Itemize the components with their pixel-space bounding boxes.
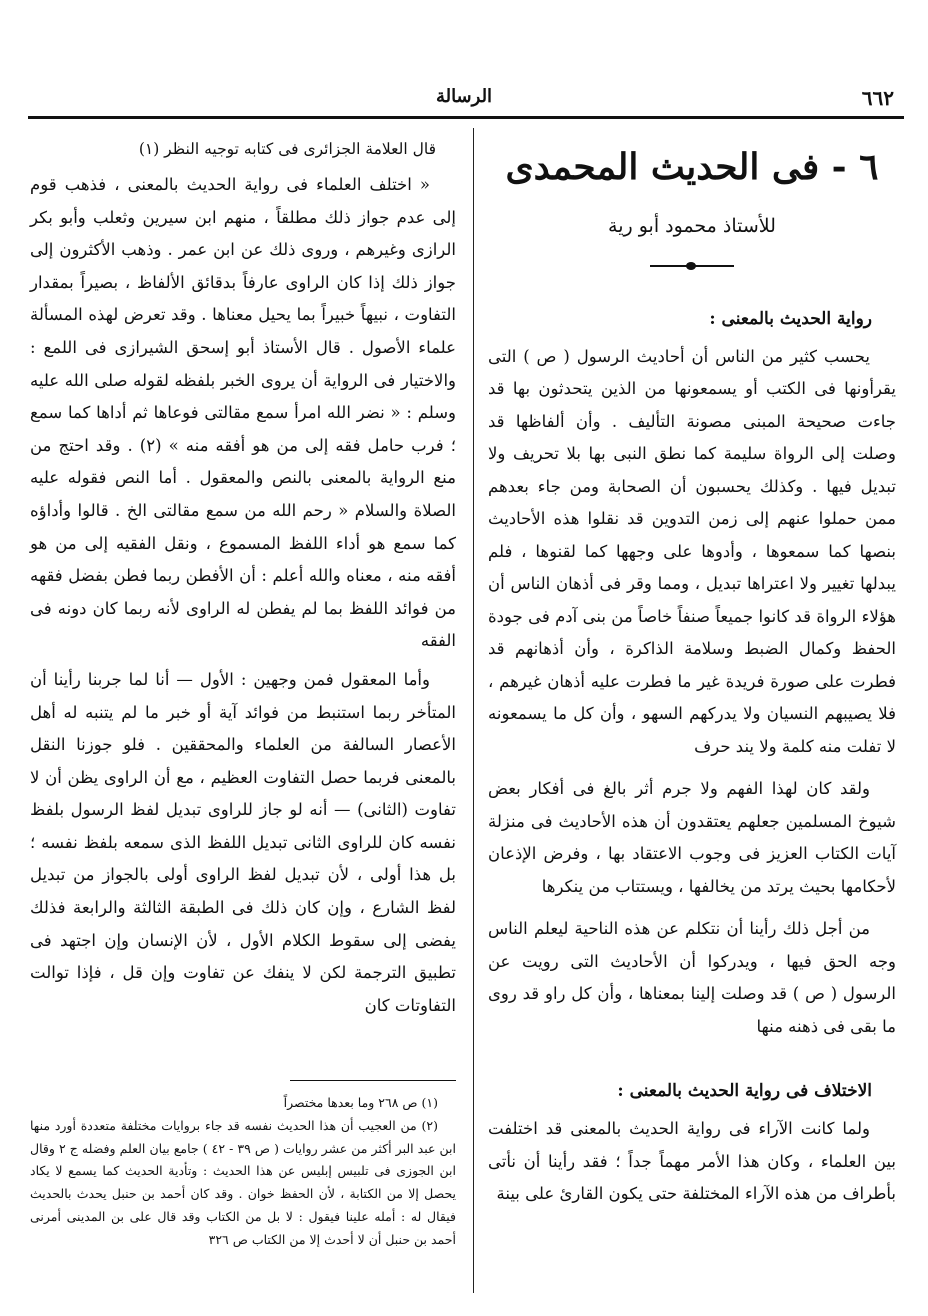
- footnote: (١) ص ٢٦٨ وما بعدها مختصراً: [283, 1095, 438, 1110]
- paragraph: يحسب كثير من الناس أن أحاديث الرسول ( ص ) التى يقرأونها فى الكتب أو يسمعونها من الذين يتحدثون بها قد جاءت صحيحة المبنى مصونة التأليف . وأن ألفاظها قد وصلت إلى الرواة سليمة كما نطق النبى بها بلا تحريف ولا تبديل فيها . وكذلك يحسبون أن الصحابة ومن جاء بعدهم ممن حملوا عنهم إلى زمن التدوين قد نقلوا هذه الأحاديث بنصها كما سمعوها ، وأدوها على وجهها كما لقنوها ، فلم يبدلها تغيير ولا اعتراها تبديل ، ومما وقر فى أذهان الناس أن هؤلاء الرواة قد كانوا جميعاً صنفاً خاصاً من بنى آدم فى جودة الحفظ وكمال الضبط وسلامة الذاكرة ، وأن أذهانهم قد فطرت على صورة فريدة غير ما فطرت عليه أذهان غيرهم ، فلا يصيبهم النسيان ولا يدركهم السهو ، وأن كل ما يسمعونه لا تفلت منه كلمة ولا يند حرف: [488, 346, 896, 756]
- section-heading: الاختلاف فى رواية الحديث بالمعنى :: [617, 1081, 872, 1102]
- paragraph: ولقد كان لهذا الفهم ولا جرم أثر بالغ فى أفكار بعض شيوخ المسلمين جعلهم يعتقدون أن هذه الأحاديث فى منزلة آيات الكتاب العزيز فى وجوب الاعتقاد بها ، وفرض الإذعان لأحكامها بحيث يرتد من يخالفها ، ويستتاب من ينكرها: [488, 779, 896, 896]
- paragraph: من أجل ذلك رأينا أن نتكلم عن هذه الناحية ليعلم الناس وجه الحق فيها ، ويدركوا أن الأحاديث التى رويت عن الرسول ( ص ) قد وصلت إلينا بمعناها ، وأن كل راو قد روى ما بقى فى ذهنه منها: [488, 919, 896, 1036]
- header-rule: [28, 116, 904, 119]
- footnotes: [30, 1092, 456, 1252]
- footnote-rule: [290, 1080, 456, 1081]
- left-column: [30, 135, 456, 1022]
- paragraph: وأما المعقول فمن وجهين : الأول — أنا لما جربنا رأينا أن المتأخر ربما استنبط من فوائد آية أو خبر ما لم يتنبه له أهل الأعصار السالفة من العلماء والمحققين . فلو جوزنا النقل بالمعنى فربما حصل التفاوت العظيم ، مع أن الراوى يظن أن لا تفاوت (الثانى) — أنه لو جاز للراوى تبديل لفظ الرسول بلفظ نفسه كان للراوى الثانى تبديل اللفظ الذى سمعه بلفظ نفسه ؛ بل هذا أولى ، لأن تبديل لفظ الراوى أولى بالجواز من تبديل لفظ الشارع ، وإن كان ذلك فى الطبقة الثالثة والرابعة فذلك يفضى إلى سقوط الكلام الأول ، لأن الإنسان وإن اجتهد فى تطبيق الترجمة لكن لا ينفك عن تفاوت وإن قل ، فإذا توالت التفاوتات كان: [30, 669, 456, 1015]
- quote-intro: قال العلامة الجزائرى فى كتابه توجيه النظر (١): [138, 140, 436, 158]
- article-author: للأستاذ محمود أبو رية: [608, 214, 776, 237]
- right-column: [488, 130, 896, 1211]
- article-title: ٦ - فى الحديث المحمدى: [505, 146, 879, 188]
- running-title: الرسالة: [435, 86, 493, 107]
- ornament-divider: [650, 265, 734, 273]
- paragraph: ولما كانت الآراء فى رواية الحديث بالمعنى قد اختلفت بين العلماء ، وكان هذا الأمر مهماً جداً ؛ فقد رأينا أن نأتى بأطراف من هذه الآراء المختلفة حتى يكون القارئ على بينة: [488, 1119, 896, 1204]
- section-heading: رواية الحديث بالمعنى :: [709, 308, 872, 329]
- column-divider: [473, 128, 474, 1293]
- footnote: (٢) من العجيب أن هذا الحديث نفسه قد جاء بروايات مختلفة متعددة أورد منها ابن عبد البر أكثر من عشر روايات ( ص ٣٩ - ٤٢ ) جامع بيان العلم وفضله ج ٢ وقال ابن الجوزى فى تلبيس إبليس عن هذا الحديث : وتأدية الحديث كما يسمع لا يكاد يحصل إلا من الكتابة ، لأن الحفظ خوان . وقد كان أحمد بن حنبل يحدث بالحديث فيقال له : أمله علينا فيقول : لا بل من الكتاب وقد قال على بن المدينى أمرنى أحمد بن حنبل أن لا أحدث إلا من الكتاب ص ٣٢٦: [30, 1117, 456, 1247]
- page-number: ٦٦٢: [861, 86, 894, 110]
- paragraph: « اختلف العلماء فى رواية الحديث بالمعنى ، فذهب قوم إلى عدم جواز ذلك مطلقاً ، منهم ابن سيرين وثعلب وأبو بكر الرازى وغيرهم ، وروى ذلك عن ابن عمر . وذهب الأكثرون إلى جواز ذلك إذا كان الراوى عارفاً بدقائق الألفاظ ، بصيراً بمقدار التفاوت ، نبيهاً خبيراً بما يحيل معناها . وقد تعرض لهذه المسألة علماء الأصول . قال الأستاذ أبو إسحق الشيرازى فى اللمع : والاختيار فى الرواية أن يروى الخبر بلفظه لقوله صلى الله عليه وسلم : « نضر الله امرأ سمع مقالتى فوعاها ثم أداها كما سمع ؛ فرب حامل فقه إلى من هو أفقه منه » (٢) . وقد احتج من منع الرواية بالمعنى بالنص والمعقول . أما النص فقوله عليه الصلاة والسلام « رحم الله من سمع مقالتى الخ . قالوا وأداؤه كما سمع هو أداء اللفظ المسموع ، ونقل الفقيه إلى من هو أفقه منه ، معناه والله أعلم : أن الأفطن ربما فطن بفضل فقهه من فوائد اللفظ بما لم يفطن له الراوى لأنه ربما كان دونه فى الفقه: [30, 175, 456, 651]
